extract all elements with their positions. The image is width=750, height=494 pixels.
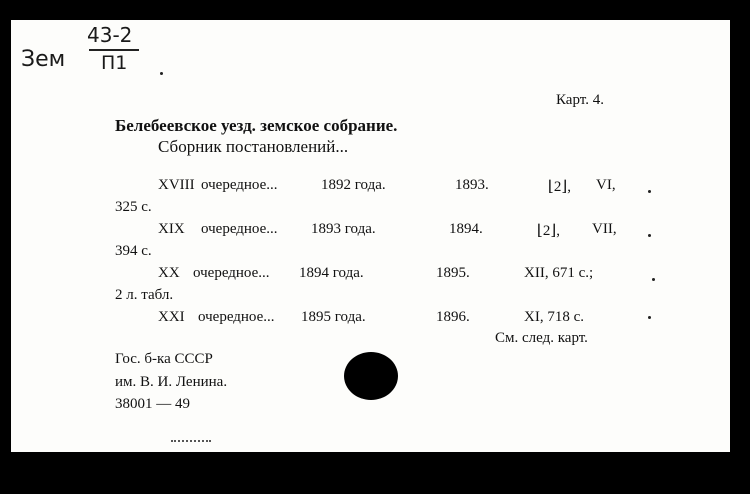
- entry-desc: очередное...: [193, 265, 270, 281]
- card-subtitle: Сборник постановлений...: [158, 137, 349, 156]
- entry-pub-year: 1896.: [436, 309, 470, 325]
- speck: [160, 72, 163, 75]
- entry-desc: очередное...: [201, 221, 278, 237]
- speck: [648, 316, 651, 319]
- entry-desc: очередное...: [201, 177, 278, 193]
- entry-pub-year: 1894.: [449, 221, 483, 237]
- entry-year: 1892 года.: [321, 177, 386, 193]
- fraction-line: [89, 49, 139, 51]
- card-title: Белебеевское уезд. земское собрание.: [115, 116, 398, 135]
- catalog-card: [11, 20, 730, 452]
- speck: [171, 440, 211, 444]
- library-stamp-line: 38001 — 49: [115, 396, 190, 412]
- entry-cont: 394 с.: [115, 243, 152, 259]
- entry-session: XX: [158, 265, 180, 281]
- entry-pages: VI,: [596, 177, 616, 193]
- library-stamp-line: Гос. б-ка СССР: [115, 351, 213, 367]
- entry-pages: XII, 671 с.;: [524, 265, 594, 281]
- speck: [648, 234, 651, 237]
- entry-parts: ⌊2⌋,: [548, 179, 571, 195]
- handwritten-number-top: 43-2: [87, 23, 133, 47]
- punch-hole: [344, 352, 398, 400]
- speck: [648, 190, 651, 193]
- entry-parts: ⌊2⌋,: [537, 223, 560, 239]
- entry-pub-year: 1893.: [455, 177, 489, 193]
- speck: [652, 278, 655, 281]
- handwritten-number-bottom: П1: [101, 52, 128, 74]
- card-number: Карт. 4.: [556, 92, 604, 108]
- entry-pages: XI, 718 с.: [524, 309, 584, 325]
- entry-year: 1895 года.: [301, 309, 366, 325]
- see-next-card: См. след. карт.: [495, 330, 588, 346]
- entry-pages: VII,: [592, 221, 617, 237]
- handwritten-prefix: Зем: [21, 47, 66, 72]
- library-stamp-line: им. В. И. Ленина.: [115, 374, 228, 390]
- entry-desc: очередное...: [198, 309, 275, 325]
- entry-year: 1894 года.: [299, 265, 364, 281]
- entry-year: 1893 года.: [311, 221, 376, 237]
- entry-cont: 325 с.: [115, 199, 152, 215]
- entry-session: XIX: [158, 221, 185, 237]
- entry-session: XVIII: [158, 177, 195, 193]
- entry-pub-year: 1895.: [436, 265, 470, 281]
- entry-cont: 2 л. табл.: [115, 287, 174, 303]
- entry-session: XXI: [158, 309, 185, 325]
